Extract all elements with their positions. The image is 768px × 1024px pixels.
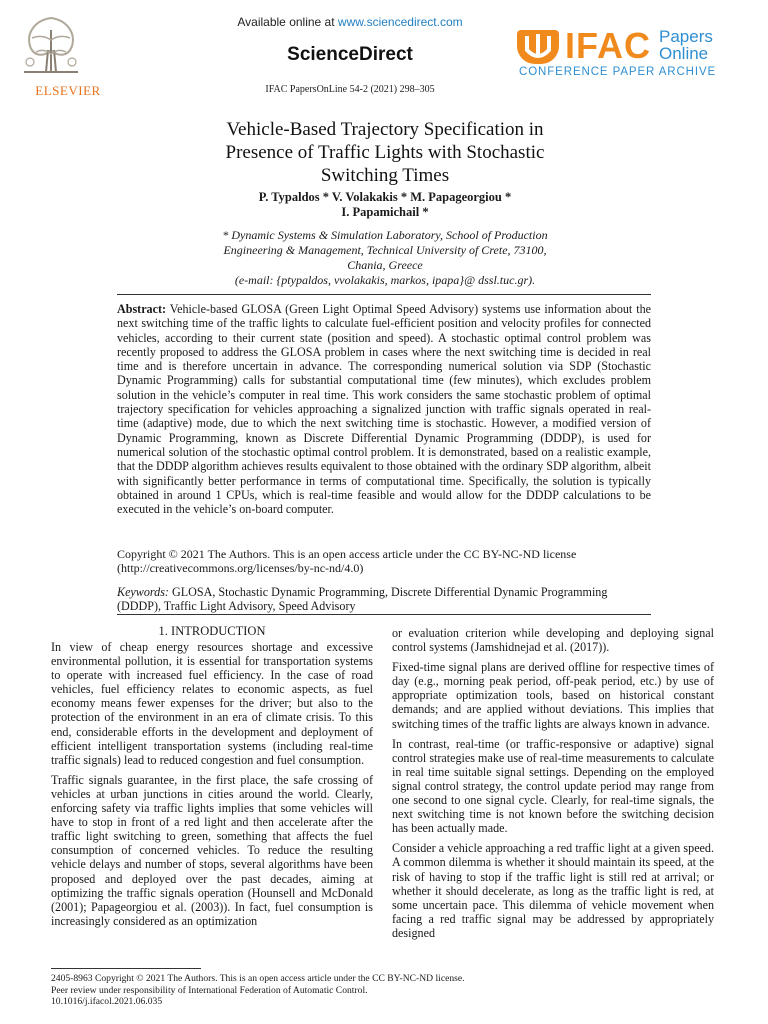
- section-heading: 1. INTRODUCTION: [158, 624, 266, 638]
- conference-archive-label: CONFERENCE PAPER ARCHIVE: [519, 66, 717, 78]
- abstract-bottom-rule: [117, 614, 651, 615]
- ifac-wordmark: IFAC: [565, 25, 652, 66]
- affiliation-line: Engineering & Management, Technical University of Crete, 73100,: [223, 243, 547, 257]
- papers-label: Papers: [659, 27, 713, 46]
- title-line: Switching Times: [320, 165, 450, 186]
- authors-line: I. Papamichail *: [341, 205, 429, 219]
- left-column: [51, 640, 373, 934]
- paragraph: In contrast, real-time (or traffic-responsive or adaptive) signal control strategies make use of real-time measurements to calculate in real time suitable signal settings. Depending on the employed signal control strategy, the control update period may range from one second to one signal cycle. Clearly, for real-time signals, the next switching time is not known before the switching decision has been actually made.: [392, 736, 714, 836]
- journal-reference: IFAC PapersOnLine 54-2 (2021) 298–305: [265, 84, 435, 95]
- affiliation: [150, 228, 620, 288]
- copyright-line: Copyright © 2021 The Authors. This is an open access article under the CC BY-NC-ND license: [117, 547, 577, 561]
- papers-online-label: [659, 28, 713, 62]
- affiliation-line: * Dynamic Systems & Simulation Laboratory, School of Production: [222, 228, 548, 242]
- footer-issn-line: 2405-8963 Copyright © 2021 The Authors. This is an open access article under the CC BY-NC-ND license.: [51, 973, 465, 984]
- paragraph: Traffic signals guarantee, in the first place, the safe crossing of vehicles at urban junctions in cities around the world. Clearly, enforcing safety via traffic lights implies that some vehicles will have to stop in front of a red light and then accelerate after the traffic light switching to green, something that affects the fuel consumption of concerned vehicles. To reduce the resulting vehicle delays and number of stops, several algorithms have been proposed and deployed over the past decades, aiming at optimizing the traffic signals operation (Hounsell and McDonald (2001); Papageorgiou et al. (2003)). In fact, fuel consumption is increasingly considered as an optimization: [51, 772, 373, 928]
- license-link[interactable]: (http://creativecommons.org/licenses/by-nc-nd/4.0): [117, 560, 364, 575]
- available-online-line: [225, 15, 475, 29]
- online-label: Online: [659, 44, 709, 63]
- footer-rule: [51, 968, 201, 969]
- keywords-text: GLOSA, Stochastic Dynamic Programming, Discrete Differential Dynamic Programming (DDDP), Traffic Light Advisory, Speed Advisory: [117, 585, 608, 613]
- affiliation-line: (e-mail: {ptypaldos, vvolakakis, markos, ipapa}@ dssl.tuc.gr).: [234, 273, 536, 287]
- footer-doi[interactable]: 10.1016/j.ifacol.2021.06.035: [51, 996, 163, 1007]
- right-column: [392, 626, 714, 946]
- authors-line: P. Typaldos * V. Volakakis * M. Papageorgiou *: [258, 190, 512, 204]
- elsevier-tree-icon: [18, 10, 84, 76]
- paragraph: Consider a vehicle approaching a red traffic light at a given speed. A common dilemma is whether it should maintain its speed, at the risk of having to stop if the traffic light is still red at arrival; or whether it should decelerate, as long as the traffic light is red, at some uncertain pace. This dilemma of vehicle movement when facing a red traffic signal may be addressed by appropriately designed: [392, 841, 714, 940]
- elsevier-logo: [18, 10, 118, 100]
- ifac-emblem-icon: [517, 30, 559, 64]
- ifac-papersonline-logo: [517, 24, 727, 84]
- title-line: Presence of Traffic Lights with Stochastic: [225, 142, 545, 163]
- sciencedirect-link[interactable]: www.sciencedirect.com: [337, 15, 463, 29]
- abstract-top-rule: [117, 294, 651, 295]
- title-line: Vehicle-Based Trajectory Specification in: [226, 119, 544, 140]
- affiliation-line: Chania, Greece: [347, 258, 423, 272]
- paragraph: Fixed-time signal plans are derived offline for respective times of day (e.g., morning peak period, off-peak period, etc.) by use of appropriate optimization tools, based on historical constant demands; and are applied without deviations. This implies that switching times of the traffic lights are always known in advance.: [392, 660, 714, 731]
- paragraph: or evaluation criterion while developing and deploying signal control systems (Jamshidnejad et al. (2017)).: [392, 626, 714, 655]
- paragraph: In view of cheap energy resources shortage and excessive environmental pollution, it is essential for transportation systems to operate with increased fuel efficiency. In the case of road vehicles, fuel efficiency relates to economic aspects, as fuel economy means fewer expenses for the driver; but also to the protection of the environment in an era of climate crisis. To this end, considerable efforts in the development and deployment of efficient intelligent transportation systems (including real-time traffic signals) lead to reduced congestion and fuel consumption.: [51, 640, 373, 767]
- abstract: [117, 302, 651, 516]
- footer-peer-review-line: Peer review under responsibility of International Federation of Automatic Control.: [51, 984, 368, 996]
- author-list: [150, 190, 620, 220]
- copyright-notice: [117, 548, 651, 575]
- sciencedirect-brand: ScienceDirect: [287, 44, 413, 65]
- footer: [51, 973, 611, 1008]
- abstract-text: Vehicle-based GLOSA (Green Light Optimal Speed Advisory) systems use information about the next switching time of the traffic lights to calculate fuel-efficient position and velocity profiles for connected vehicles, according to their current state (position and speed). A stochastic optimal control problem was recently proposed to address the GLOSA problem in cases where the next switching time is decided in real time and is therefore uncertain in advance. The corresponding numerical solution via SDP (Stochastic Dynamic Programming) calls for substantial computational time (few minutes), which excludes problem solution in the vehicle’s computer in real time. This work considers the same stochastic problem of optimal trajectory specification for vehicles approaching a signalized junction with traffic signals operated in real-time (adaptive) mode, due to which the next switching time is stochastic. However, a modified version of Dynamic Programming, known as Discrete Differential Dynamic Programming (DDDP), is used for numerical solution of the stochastic optimal control problem. It is demonstrated, based on a realistic example, that the DDDP algorithm achieves results equivalent to those obtained with the ordinary SDP algorithm, albeit with significantly better performance in terms of computational time. Specifically, the solution is typically obtained in around 1 CPUs, which is real-time feasible and would allow for the DDDP calculations to be executed in the vehicle’s on-board computer.: [117, 302, 651, 517]
- keywords: [117, 585, 651, 613]
- paper-title: [150, 118, 620, 187]
- available-prefix: Available online at: [237, 15, 338, 29]
- keywords-label: Keywords:: [117, 585, 169, 599]
- abstract-label: Abstract:: [117, 302, 167, 316]
- elsevier-wordmark: ELSEVIER: [35, 83, 101, 98]
